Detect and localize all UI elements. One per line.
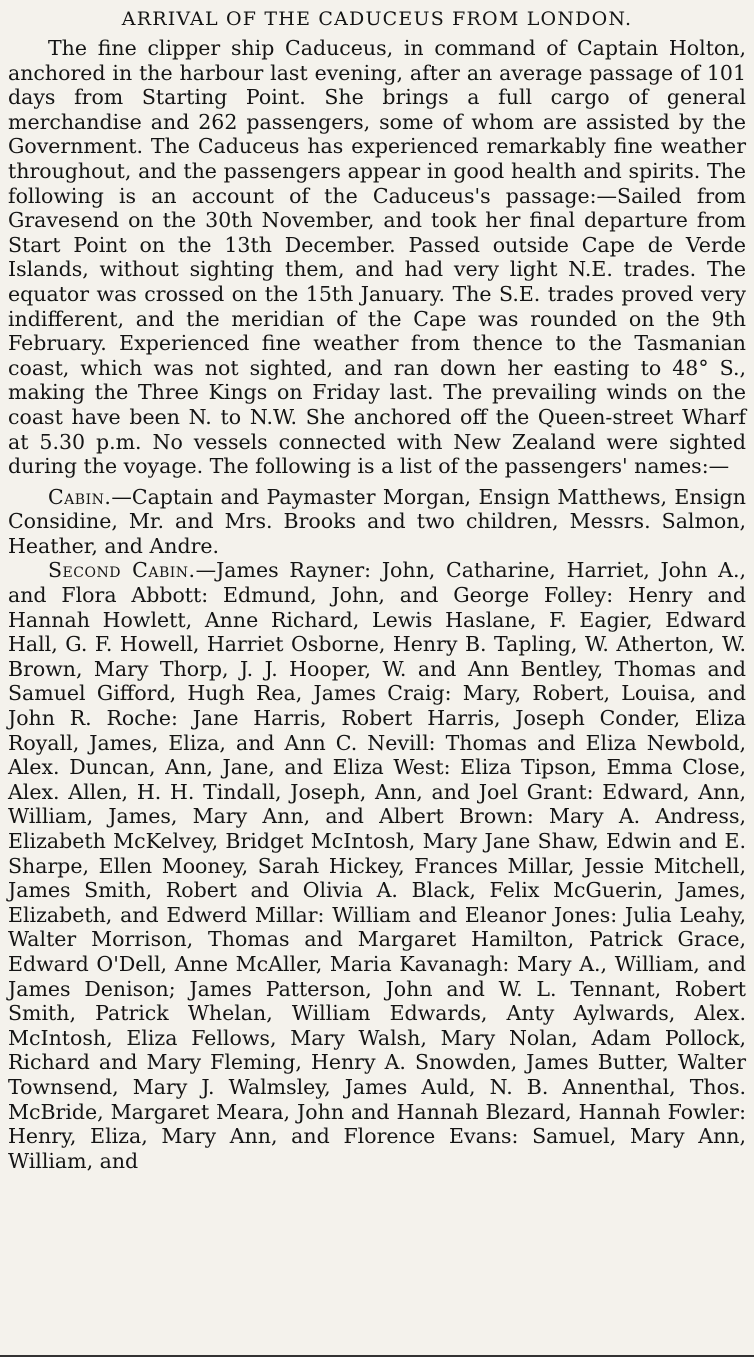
second-cabin-label: Second Cabin. xyxy=(48,558,196,583)
article-headline: ARRIVAL OF THE CADUCEUS FROM LONDON. xyxy=(121,8,633,30)
cabin-passengers: —Captain and Paymaster Morgan, Ensign Matthews, Ensign Considine, Mr. and Mrs. Brooks and two children, Messrs. Salmon, Heather, and Andre. xyxy=(8,484,746,558)
passenger-list-cabin xyxy=(8,485,746,559)
article-paragraph-voyage: The fine clipper ship Caduceus, in command of Captain Holton, anchored in the harbour last evening, after an average passage of 101 days from Starting Point. She brings a full cargo of general merchandise and 262 passengers, some of whom are assisted by the Government. The Caduceus has experienced remarkably fine weather throughout, and the passengers appear in good health and spirits. The following is an account of the Caduceus's passage:—Sailed from Gravesend on the 30th November, and took her final departure from Start Point on the 13th December. Passed outside Cape de Verde Islands, without sighting them, and had very light N.E. trades. The equator was crossed on the 15th January. The S.E. trades proved very indifferent, and the meridian of the Cape was rounded on the 9th February. Experienced fine weather from thence to the Tasmanian coast, which was not sighted, and ran down her easting to 48° S., making the Three Kings on Friday last. The prevailing winds on the coast have been N. to N.W. She anchored off the Queen-street Wharf at 5.30 p.m. No vessels connected with New Zealand were sighted during the voyage. The following is a list of the passengers' names:— xyxy=(8,36,746,479)
article xyxy=(8,6,746,1173)
passenger-list-second-cabin xyxy=(8,558,746,1173)
cabin-label: Cabin. xyxy=(48,484,112,509)
second-cabin-passengers: —James Rayner: John, Catharine, Harriet, John A., and Flora Abbott: Edmund, John, and George Folley: Henry and Hannah Howlett, Anne Richard, Lewis Haslane, F. Eagier, Edward Hall, G. F. Howell, Harriet Osborne, Henry B. Tapling, W. Atherton, W. Brown, Mary Thorp, J. J. Hooper, W. and Ann Bentley, Thomas and Samuel Gifford, Hugh Rea, James Craig: Mary, Robert, Louisa, and John R. Roche: Jane Harris, Robert Harris, Joseph Conder, Eliza Royall, James, Eliza, and Ann C. Nevill: Thomas and Eliza Newbold, Alex. Duncan, Ann, Jane, and Eliza West: Eliza Tipson, Emma Close, Alex. Allen, H. H. Tindall, Joseph, Ann, and Joel Grant: Edward, Ann, William, James, Mary Ann, and Albert Brown: Mary A. Andress, Elizabeth McKelvey, Bridget McIntosh, Mary Jane Shaw, Edwin and E. Sharpe, Ellen Mooney, Sarah Hickey, Frances Millar, Jessie Mitchell, James Smith, Robert and Olivia A. Black, Felix McGuerin, James, Elizabeth, and Edwerd Millar: William and Eleanor Jones: Julia Leahy, Walter Morrison, Thomas and Margaret Hamilton, Patrick Grace, Edward O'Dell, Anne McAller, Maria Kavanagh: Mary A., William, and James Denison; James Patterson, John and W. L. Tennant, Robert Smith, Patrick Whelan, William Edwards, Anty Aylwards, Alex. McIntosh, Eliza Fellows, Mary Walsh, Mary Nolan, Adam Pollock, Richard and Mary Fleming, Henry A. Snowden, James Butter, Walter Townsend, Mary J. Walmsley, James Auld, N. B. Annenthal, Thos. McBride, Margaret Meara, John and Hannah Blezard, Hannah Fowler: Henry, Eliza, Mary Ann, and Florence Evans: Samuel, Mary Ann, William, and xyxy=(8,558,746,1173)
